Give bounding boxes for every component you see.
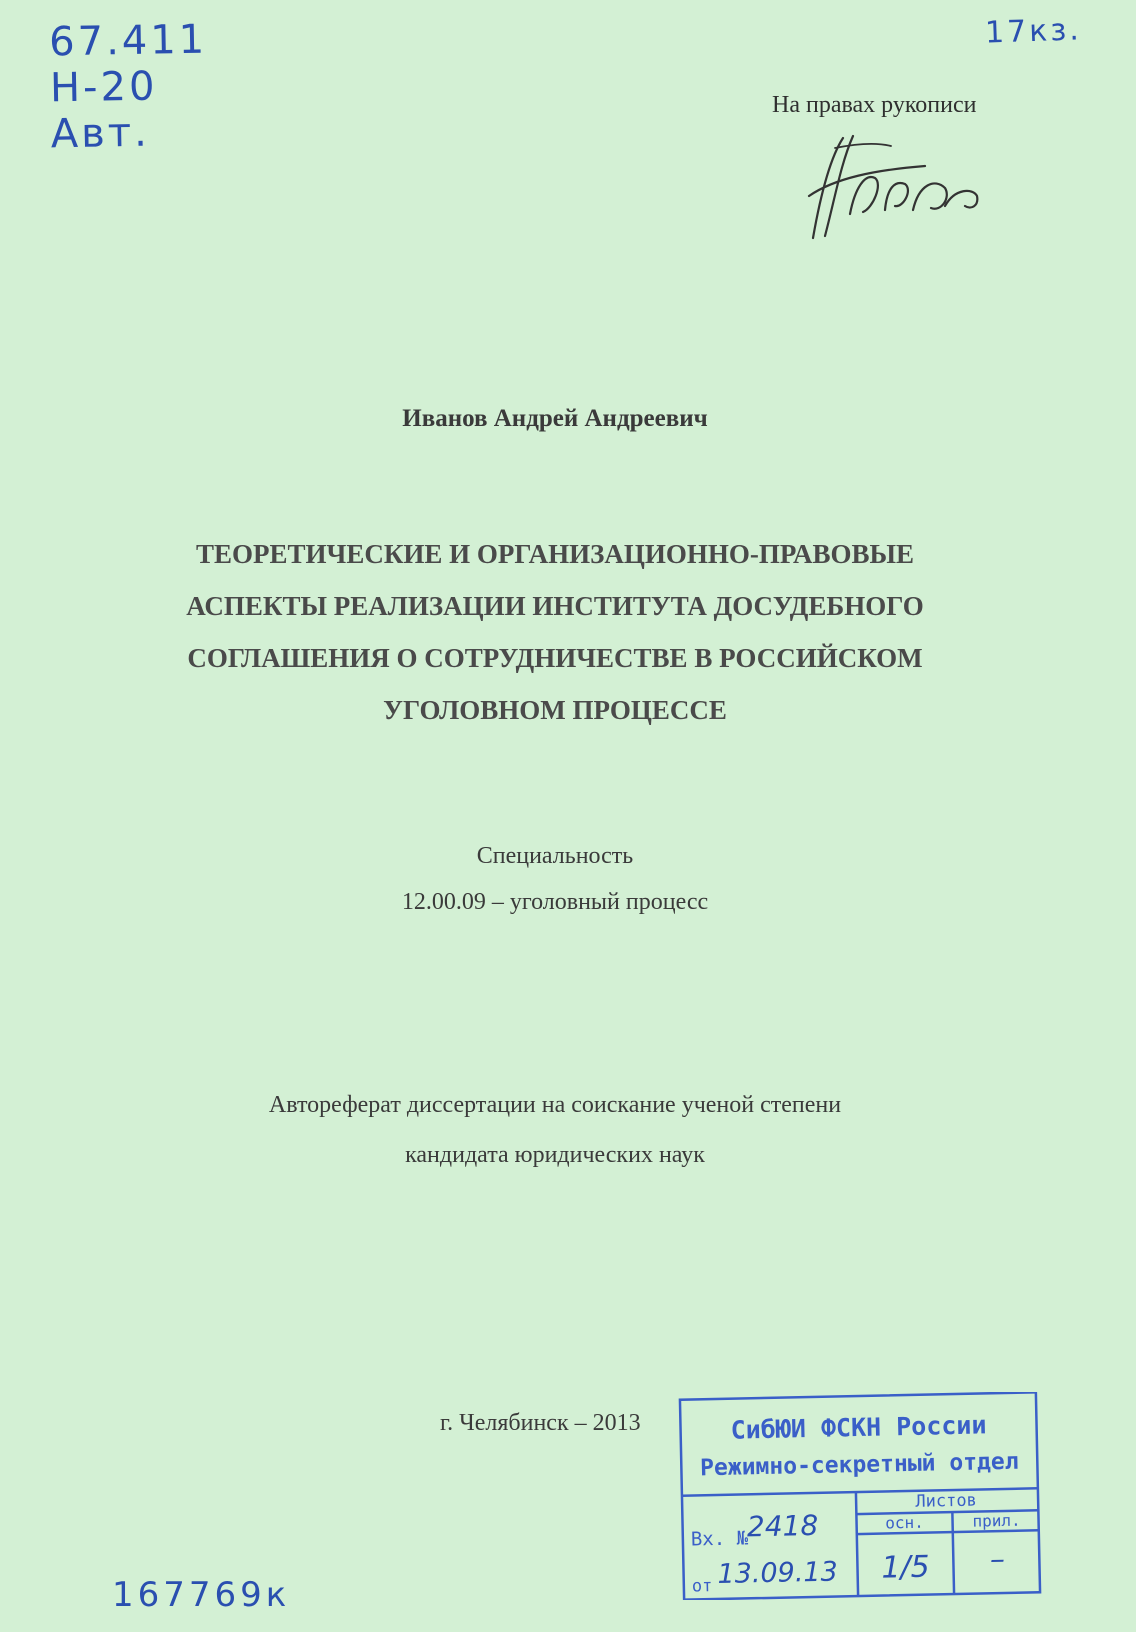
stamp-appendix-value: – xyxy=(989,1541,1006,1578)
place-year: г. Челябинск – 2013 xyxy=(440,1410,641,1436)
stamp-main-label: осн. xyxy=(885,1512,925,1533)
specialty-label: Специальность xyxy=(476,843,634,869)
rights-note: На правах рукописи xyxy=(772,92,977,118)
title-line: УГОЛОВНОМ ПРОЦЕССЕ xyxy=(383,695,727,725)
stamp-in-no-value: 2418 xyxy=(746,1508,819,1544)
abstract-block xyxy=(0,1080,1110,1180)
dissertation-title xyxy=(0,528,1110,736)
stamp-org: СибЮИ ФСКН России xyxy=(730,1410,987,1445)
stamp-appendix-label: прил. xyxy=(972,1510,1021,1531)
registry-stamp xyxy=(678,1392,1043,1600)
specialty-value: 12.00.09 – уголовный процесс xyxy=(401,889,709,915)
stamp-date-value: 13.09.13 xyxy=(717,1556,839,1590)
library-code-line: H-20 xyxy=(49,63,158,112)
title-line: ТЕОРЕТИЧЕСКИЕ И ОРГАНИЗАЦИОННО-ПРАВОВЫЕ xyxy=(195,539,914,569)
stamp-sheets-label: Листов xyxy=(915,1490,978,1512)
specialty-block xyxy=(0,833,1110,925)
abstract-line: Автореферат диссертации на соискание ученой степени xyxy=(268,1092,842,1118)
inventory-number-handwriting: 167769к xyxy=(112,1575,291,1615)
title-line: АСПЕКТЫ РЕАЛИЗАЦИИ ИНСТИТУТА ДОСУДЕБНОГО xyxy=(186,591,924,621)
stamp-dept: Режимно-секретный отдел xyxy=(699,1448,1019,1482)
stamp-in-no-label: Вх. № xyxy=(690,1527,749,1551)
stamp-main-value: 1/5 xyxy=(881,1549,931,1586)
author-name: Иванов Андрей Андреевич xyxy=(402,405,708,432)
signature xyxy=(795,118,985,248)
title-line: СОГЛАШЕНИЯ О СОТРУДНИЧЕСТВЕ В РОССИЙСКОМ xyxy=(187,643,923,673)
stamp-from-label: от xyxy=(691,1576,713,1597)
copies-note-handwriting: 17кз. xyxy=(984,12,1083,51)
library-code-line: 67.411 xyxy=(48,16,208,66)
abstract-line: кандидата юридических наук xyxy=(405,1142,705,1168)
library-code-line: Авт. xyxy=(50,109,151,158)
library-code-handwriting xyxy=(49,17,209,158)
